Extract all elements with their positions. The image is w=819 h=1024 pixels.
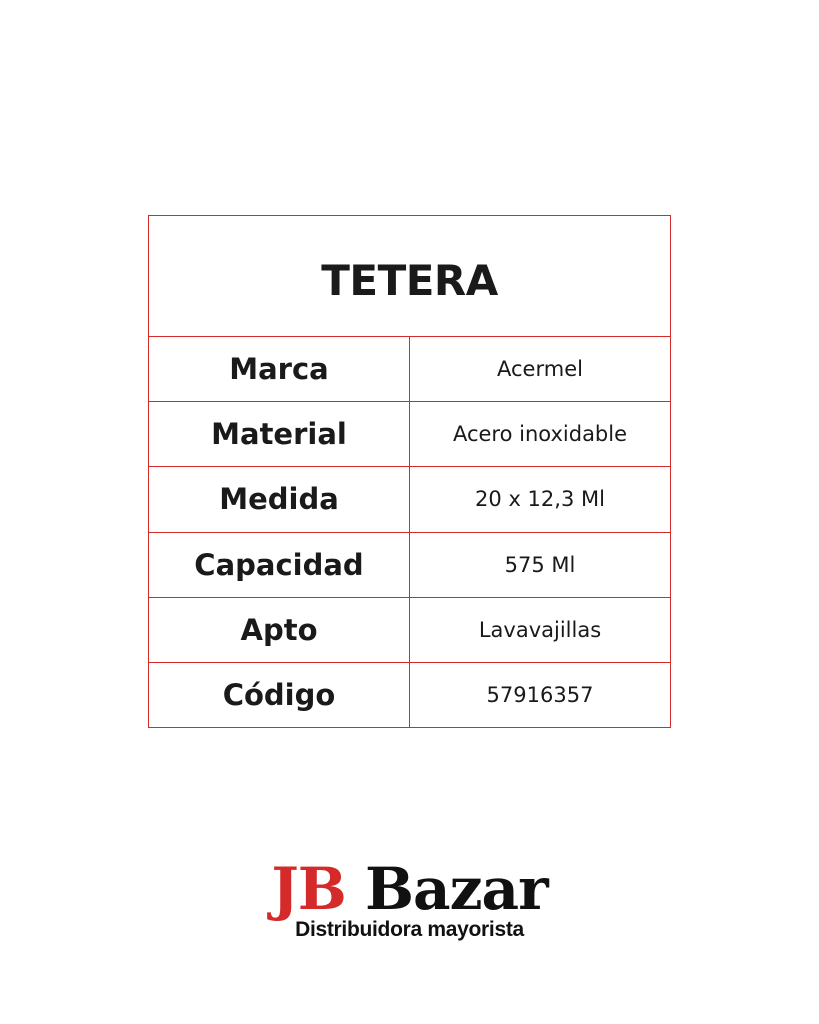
spec-value: Lavavajillas (478, 617, 602, 642)
spec-label: Material (149, 402, 410, 466)
spec-table (148, 215, 671, 728)
spec-label: Medida (149, 467, 410, 531)
spec-label: Apto (149, 598, 410, 662)
title-cell (149, 216, 670, 337)
spec-value: 57916357 (486, 682, 594, 707)
spec-row-apto (149, 598, 670, 663)
brand-name-jb: JB (271, 855, 346, 923)
spec-row-capacidad (149, 533, 670, 598)
spec-row-medida (149, 467, 670, 532)
spec-value: 575 Ml (504, 552, 576, 577)
spec-value: Acero inoxidable (452, 422, 628, 447)
product-title: TETERA (321, 255, 498, 305)
spec-label: Capacidad (149, 533, 410, 597)
spec-label: Código (149, 663, 410, 727)
spec-value: Acermel (497, 357, 583, 382)
spec-rows (149, 337, 670, 727)
spec-label: Marca (149, 337, 410, 401)
brand-name-bazar: Bazar (364, 855, 548, 923)
spec-row-codigo (149, 663, 670, 727)
spec-row-marca (149, 337, 670, 402)
spec-value: 20 x 12,3 Ml (475, 487, 605, 512)
brand-name (0, 855, 819, 923)
brand-tagline: Distribuidora mayorista (295, 918, 524, 941)
spec-row-material (149, 402, 670, 467)
brand-logo (0, 855, 819, 942)
